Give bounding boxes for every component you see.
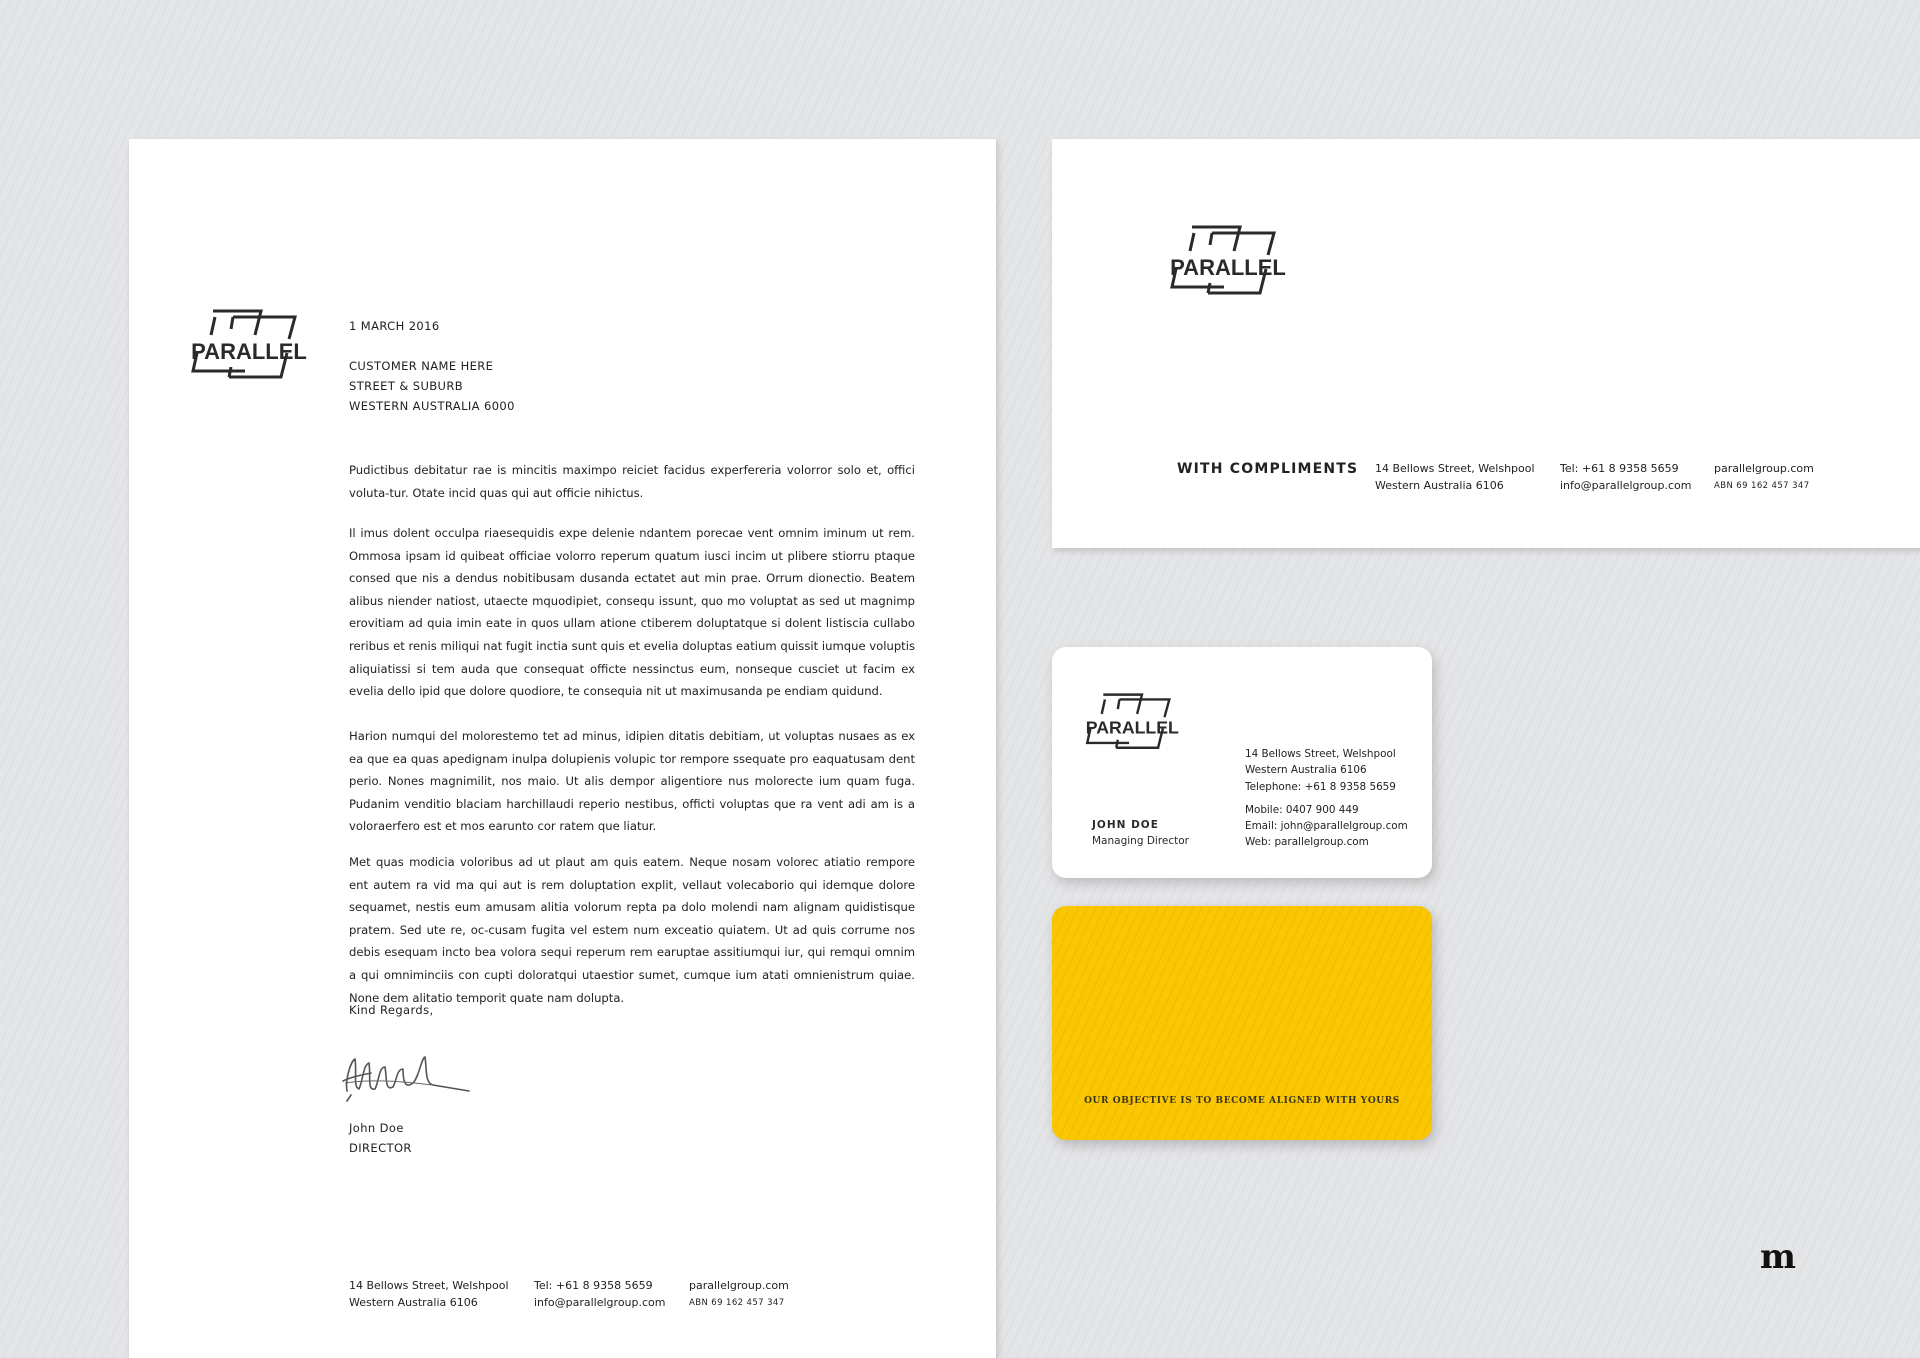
card-person-name: JOHN DOE [1092, 819, 1159, 831]
svg-text:PARALLEL: PARALLEL [191, 339, 307, 364]
signer-name: John Doe [349, 1121, 404, 1135]
letter-paragraph: Pudictibus debitatur rae is mincitis maximpo reiciet facidus experfereria volorror solo et, offici voluta-tur. Otate incid quas qui aut officie nihictus. [349, 463, 915, 500]
footer-email: info@parallelgroup.com [534, 1296, 666, 1309]
business-card-front [1052, 647, 1432, 878]
letter-paragraph: Met quas modicia voloribus ad ut plaut am quis eatem. Neque nosam volorec atiatio rempore ent autem ra vid ma qui aut is rem doluptation explit, vellaut volecaborio qui idemque dolore sequamet, nestis eum amusam alitia volorum repta pa dolo molendi nam alignam quidistisque pratem. Sed ute re, oc-cusam fugita vel estem num exceatio quiatem. Ut ad quis corrume nos debis esequam incto bea volora sequi reperum rem earuptae assitiumqui iur, qui remqui omnim a qui omniminciis con cupti doloratqui utaestior sumet, cumque ium atati omnienistrum quiae. None dem alitatio temporit quate nam dolupta. [349, 855, 915, 1005]
letter-date: 1 MARCH 2016 [349, 319, 440, 333]
with-compliments-heading: WITH COMPLIMENTS [1177, 461, 1359, 477]
signer-title: DIRECTOR [349, 1141, 412, 1155]
slip-web: parallelgroup.com [1714, 462, 1814, 475]
footer-address-line2: Western Australia 6106 [349, 1296, 478, 1309]
slip-abn: ABN 69 162 457 347 [1714, 481, 1810, 491]
card-email: Email: john@parallelgroup.com [1245, 820, 1408, 832]
svg-text:PARALLEL: PARALLEL [1085, 717, 1179, 738]
recipient-state: WESTERN AUSTRALIA 6000 [349, 399, 515, 413]
footer-abn: ABN 69 162 457 347 [689, 1298, 785, 1308]
card-web: Web: parallelgroup.com [1245, 836, 1369, 848]
recipient-street: STREET & SUBURB [349, 379, 464, 393]
letter-closing: Kind Regards, [349, 1003, 434, 1017]
parallel-logo [189, 309, 307, 381]
svg-text:PARALLEL: PARALLEL [1170, 255, 1286, 280]
card-telephone: Telephone: +61 8 9358 5659 [1245, 781, 1396, 793]
letter-paragraph: Harion numqui del molorestemo tet ad minus, idipien ditatis debitiam, ut voluptas nusaes as ex ea que ea quas apedignam inulpa dolupienis volupic tor rempore ssequate pro eaquatusam dent perio. Nones magnimilit, nos maio. Ut alis dempor aligentiore nus molorecte ium quam fuga. Pudanim venditio blaciam harchillaudi reperio nestibus, officti voluptas que ra vent adi am is a voloraerfero est et mos earunto cor ratem que liatur. [349, 729, 915, 834]
card-tagline: OUR OBJECTIVE IS TO BECOME ALIGNED WITH YOURS [1084, 1096, 1400, 1106]
compliments-slip [1052, 139, 1920, 548]
parallel-logo [1084, 693, 1179, 751]
footer-address-line1: 14 Bellows Street, Welshpool [349, 1279, 509, 1292]
card-address-line2: Western Australia 6106 [1245, 764, 1367, 776]
designer-monogram: m [1760, 1237, 1796, 1277]
card-person-title: Managing Director [1092, 835, 1190, 847]
letterhead-sheet [129, 139, 996, 1358]
handwritten-signature [341, 1051, 471, 1107]
recipient-name: CUSTOMER NAME HERE [349, 359, 494, 373]
footer-web: parallelgroup.com [689, 1279, 789, 1292]
card-address-line1: 14 Bellows Street, Welshpool [1245, 748, 1396, 760]
slip-tel: Tel: +61 8 9358 5659 [1560, 462, 1679, 475]
business-card-back [1052, 906, 1432, 1140]
card-mobile: Mobile: 0407 900 449 [1245, 804, 1359, 816]
footer-tel: Tel: +61 8 9358 5659 [534, 1279, 653, 1292]
slip-address-line1: 14 Bellows Street, Welshpool [1375, 462, 1535, 475]
letter-paragraph: Il imus dolent occulpa riaesequidis expe delenie ndantem porecae vent omnim iminum ut rem. Ommosa ipsam id quibeat officiae volorro reperum quatum iusci incim ut plibere stiorru ptaque consed que nis a dendus nobitibusam dusanda ectatet aut min prae. Orrum dionectio. Beatem alibus niender natiost, utaecte mquodipiet, consequ issunt, quo mo voluptat as sed ut magnimp erovitiam ad quia imin eate in quos ullam atione ctiberem doluptatque si dolent listiscia cullabo reribus et renis miliqui nat fugit inctia sunt quis et evelia doluptas eatium quissit iumque voluptis aliquiatissi si tem auda que consequat officte nessinctus eum, nonseque cusciet ut facim ex evelia dello ipid que dolore quodiore, te consequia nit ut maximusanda pe endiam quidund. [349, 526, 915, 699]
slip-email: info@parallelgroup.com [1560, 479, 1692, 492]
slip-address-line2: Western Australia 6106 [1375, 479, 1504, 492]
parallel-logo [1168, 225, 1286, 297]
